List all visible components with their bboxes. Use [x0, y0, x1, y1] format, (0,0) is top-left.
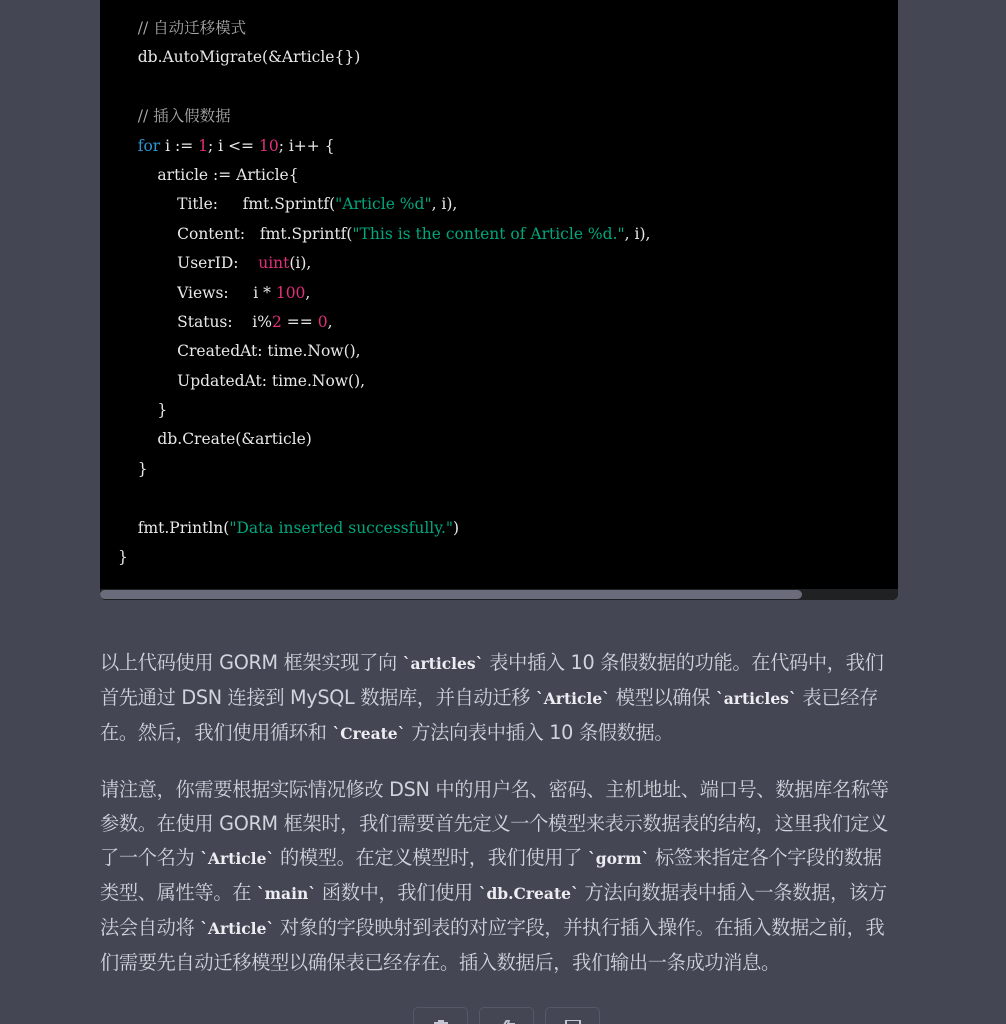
code-token-number: 100: [275, 283, 306, 302]
paragraph-segment: 函数中，我们使用: [316, 881, 479, 904]
code-line: [118, 279, 898, 308]
code-token-plain: }: [137, 459, 148, 478]
thumbs-up-icon: [495, 1020, 519, 1024]
code-token-plain: db.AutoMigrate(&Article{}): [137, 48, 361, 67]
copy-button[interactable]: [413, 1007, 468, 1024]
inline-code: `articles`: [402, 654, 484, 673]
code-token-type: uint: [258, 254, 290, 273]
code-line: [118, 337, 898, 366]
code-indent: [118, 460, 138, 478]
code-line: [118, 132, 898, 161]
code-line: [118, 484, 898, 513]
code-indent: [118, 313, 177, 331]
inline-code: `articles`: [715, 689, 797, 708]
inline-code: `Article`: [200, 919, 275, 938]
explanation-paragraph-2: [100, 773, 900, 980]
code-indent: [118, 372, 177, 390]
code-token-number: 1: [198, 136, 209, 155]
code-token-plain: ,: [305, 283, 311, 302]
clipboard-icon: [429, 1020, 453, 1024]
paragraph-segment: 标签来指定各个字段的数据类型、属性等。在: [100, 846, 882, 904]
code-token-plain: , i),: [431, 195, 458, 214]
code-indent: [118, 254, 177, 272]
code-line: [118, 455, 898, 484]
code-token-plain: Content: fmt.Sprintf(: [177, 224, 353, 243]
code-token-plain: ; i <=: [208, 136, 259, 155]
code-token-plain: article := Article{: [157, 165, 299, 184]
code-content: [118, 14, 898, 572]
explanation-paragraph-1: [100, 646, 900, 751]
code-indent: [118, 48, 138, 66]
code-token-plain: }: [118, 548, 128, 567]
code-indent: [118, 195, 177, 213]
paragraph-segment: 表已经存在。然后，我们使用循环和: [100, 686, 879, 744]
code-line: [118, 43, 898, 72]
code-token-plain: UpdatedAt: time.Now(),: [177, 371, 366, 390]
code-token-plain: Status: i%: [177, 312, 272, 331]
message-action-bar: [413, 1007, 600, 1024]
code-token-string: "Article %d": [335, 195, 432, 214]
paragraph-segment: 以上代码使用 GORM 框架实现了向: [100, 651, 403, 674]
code-token-number: 10: [258, 136, 279, 155]
code-token-comment: // 自动迁移模式: [137, 19, 247, 37]
code-token-plain: i :=: [160, 136, 199, 155]
code-token-comment: // 插入假数据: [137, 107, 231, 126]
code-indent: [118, 284, 177, 302]
paragraph-segment: 对象的字段映射到表的对应字段，并执行插入操作。在插入数据之前，我们需要先自动迁移模型以确保表已经存在。插入数据后，我们输出一条成功消息。: [100, 916, 885, 974]
code-line: [118, 14, 898, 43]
code-token-plain: Views: i *: [177, 283, 276, 302]
code-line: [118, 396, 898, 425]
paragraph-segment: 表中插入 10 条假数据的功能。在代码中，我们首先通过 DSN 连接到 MySQL 数据库，并自动迁移: [100, 651, 884, 709]
code-indent: [118, 137, 138, 155]
code-token-keyword: for: [137, 136, 161, 155]
paragraph-segment: 模型以确保: [609, 686, 716, 709]
code-line: [118, 102, 898, 131]
code-indent: [118, 19, 138, 37]
code-line: [118, 367, 898, 396]
code-line: [118, 220, 898, 249]
code-line: [118, 190, 898, 219]
code-token-number: 2: [272, 312, 282, 331]
code-line: [118, 161, 898, 190]
code-line: [118, 425, 898, 454]
code-token-string: "This is the content of Article %d.": [352, 224, 625, 243]
code-line: [118, 308, 898, 337]
thumbs-up-button[interactable]: [479, 1007, 534, 1024]
code-token-number: 0: [317, 312, 328, 331]
code-token-plain: db.Create(&article): [157, 430, 312, 449]
inline-code: `db.Create`: [478, 884, 579, 903]
scrollbar-thumb[interactable]: [100, 590, 802, 599]
code-indent: [118, 107, 138, 125]
code-token-plain: (i),: [289, 254, 312, 273]
inline-code: `Article`: [200, 849, 275, 868]
code-token-plain: ): [453, 518, 460, 537]
code-indent: [118, 519, 138, 537]
paragraph-text: [100, 646, 900, 751]
code-indent: [118, 430, 157, 448]
code-token-plain: Title: fmt.Sprintf(: [177, 195, 336, 214]
inline-code: `Create`: [332, 724, 406, 743]
paragraph-segment: 的模型。在定义模型时，我们使用了: [274, 846, 588, 869]
code-token-plain: ,: [327, 312, 333, 331]
code-line: [118, 249, 898, 278]
code-block: [100, 0, 898, 600]
code-indent: [118, 342, 177, 360]
inline-code: `main`: [256, 884, 317, 903]
paragraph-segment: 方法向数据表中插入一条数据，该方法会自动将: [100, 881, 887, 939]
thumbs-down-button[interactable]: [545, 1007, 600, 1024]
inline-code: `gorm`: [588, 849, 650, 868]
code-token-plain: fmt.Println(: [137, 518, 230, 537]
code-token-plain: }: [157, 401, 168, 420]
horizontal-scrollbar[interactable]: [100, 589, 898, 600]
thumbs-down-icon: [561, 1020, 585, 1024]
paragraph-text: [100, 773, 900, 980]
code-token-plain: UserID:: [177, 254, 259, 273]
code-line: [118, 543, 898, 572]
code-line: [118, 514, 898, 543]
paragraph-segment: 方法向表中插入 10 条假数据。: [405, 721, 674, 744]
code-indent: [118, 166, 157, 184]
code-indent: [118, 225, 177, 243]
code-token-plain: , i),: [624, 224, 651, 243]
code-token-plain: ; i++ {: [278, 136, 335, 155]
code-indent: [118, 401, 157, 419]
code-token-plain: ==: [281, 312, 318, 331]
code-token-string: "Data inserted successfully.": [229, 518, 454, 537]
paragraph-segment: 请注意，你需要根据实际情况修改 DSN 中的用户名、密码、主机地址、端口号、数据库名称等参数。在使用 GORM 框架时，我们需要首先定义一个模型来表示数据表的结构，这里我们定义了一个名为: [100, 778, 889, 869]
inline-code: `Article`: [536, 689, 610, 708]
code-token-plain: CreatedAt: time.Now(),: [177, 342, 361, 361]
code-line: [118, 73, 898, 102]
